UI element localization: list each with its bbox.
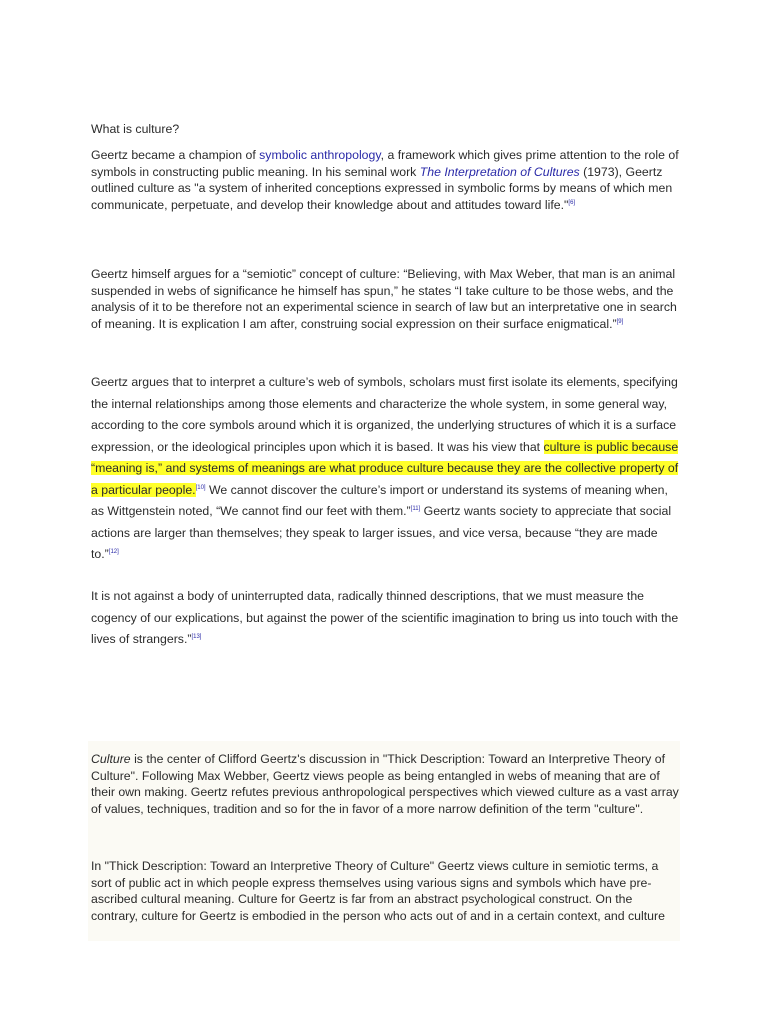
heading: What is culture? <box>91 122 180 136</box>
paragraph-1 <box>91 147 681 213</box>
paragraph-6 <box>91 858 681 934</box>
p3-text-3: Geertz wants society to appreciate that social actions are larger than themselves; they speak to larger issues, and vice versa, because “they are made to.” <box>91 504 672 561</box>
footnote-ref-6[interactable]: [6] <box>568 199 576 206</box>
footnote-ref-11[interactable]: [11] <box>410 505 421 512</box>
culture-term: Culture <box>91 752 131 766</box>
p6-text: In "Thick Description: Toward an Interpretive Theory of Culture" Geertz views culture in semiotic terms, a sort of public act in which people express themselves using various signs and symbols which have pre-ascribed cultural meaning. Culture for Geertz is far from an abstract psychological construct. On the contrary, culture for Geertz is embodied in the person who acts out of and in a certain context, and culture <box>91 859 665 923</box>
paragraph-2 <box>91 266 681 332</box>
footnote-ref-10[interactable]: [10] <box>195 484 206 491</box>
highlighted-text: culture is public because “meaning is,” and systems of meanings are what produce culture because they are the collective property of a particular people. <box>91 439 679 497</box>
p3-text-2: We cannot discover the culture’s import or understand its systems of meaning when, as Wittgenstein noted, “We cannot find our feet with them.” <box>91 482 668 518</box>
p4-text: It is not against a body of uninterrupted data, radically thinned descriptions, that we must measure the cogency of our explications, but against the power of the scientific imagination to bring us into touch with the lives of strangers.” <box>91 589 679 646</box>
p3-text-1: Geertz argues that to interpret a culture’s web of symbols, scholars must first isolate its elements, specifying the internal relationships among those elements and characterize the whole system, in some general way, according to the core symbols around which it is organized, the underlying structures of which it is a surface expression, or the ideological principles upon which it is based. It was his view that <box>91 375 678 454</box>
paragraph-5 <box>91 751 681 817</box>
p1-text-3: (1973), Geertz outlined culture as "a system of inherited conceptions expressed in symbolic forms by means of which men communicate, perpetuate, and develop their knowledge about and attitudes toward life." <box>91 164 673 212</box>
p5-text: is the center of Clifford Geertz's discussion in "Thick Description: Toward an Interpretive Theory of Culture". Following Max Webber, Geertz views people as being entangled in webs of meaning that are of their own making. Geertz refutes previous anthropological perspectives which viewed culture as a vast array of values, techniques, tradition and so for the in favor of a more narrow definition of the term "culture". <box>91 752 679 816</box>
symbolic-anthropology-link[interactable]: symbolic anthropology <box>259 148 381 162</box>
p1-text-1: Geertz became a champion of <box>91 148 260 162</box>
interpretation-of-cultures-link[interactable]: The Interpretation of Cultures <box>419 164 580 179</box>
paragraph-4 <box>91 586 681 651</box>
p1-text-2: , a framework which gives prime attention to the role of symbols in constructing public meaning. In his seminal work <box>91 148 679 179</box>
footnote-ref-9[interactable]: [9] <box>616 318 624 325</box>
footnote-ref-13[interactable]: [13] <box>191 633 202 640</box>
p2-text: Geertz himself argues for a “semiotic” concept of culture: “Believing, with Max Weber, that man is an animal suspended in webs of significance he himself has spun,” he states “I take culture to be those webs, and the analysis of it to be therefore not an experimental science in search of law but an interpretative one in search of meaning. It is explication I am after, construing social expression on their surface enigmatical.” <box>91 267 677 331</box>
paragraph-3 <box>91 372 681 566</box>
footnote-ref-12[interactable]: [12] <box>108 548 119 555</box>
